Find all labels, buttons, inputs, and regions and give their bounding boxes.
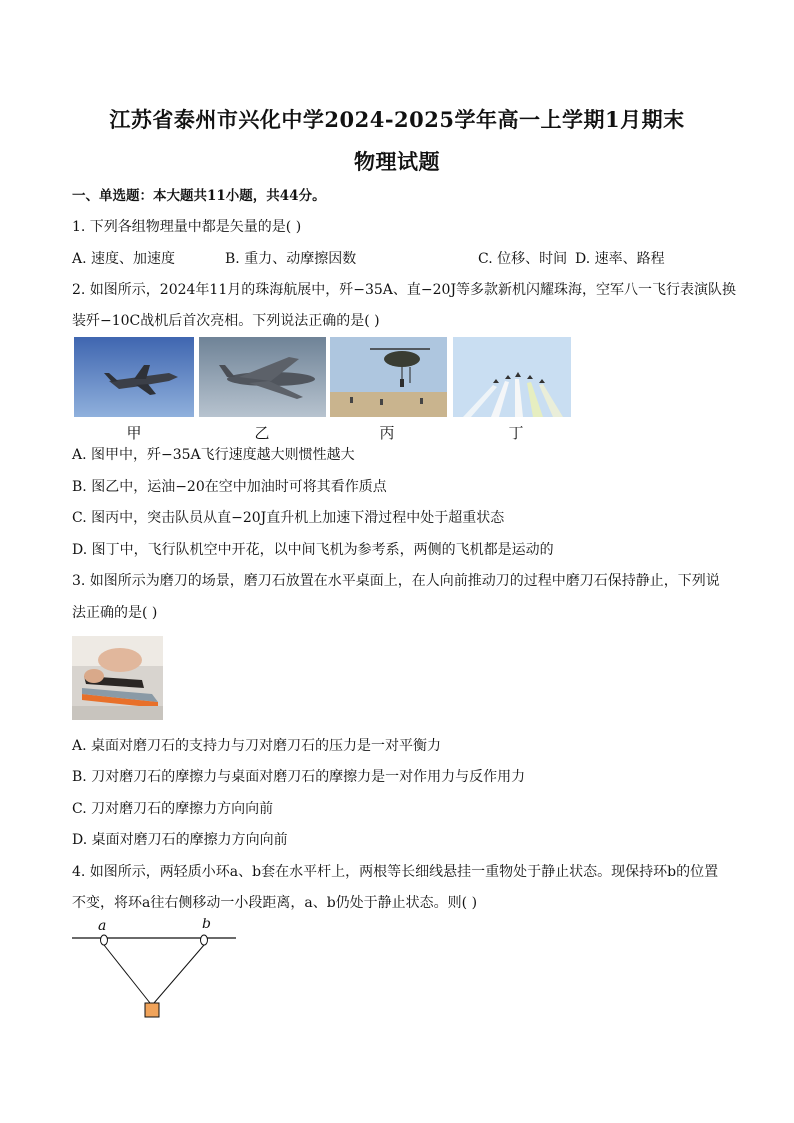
title-line-1: 江苏省泰州市兴化中学2024-2025学年高一上学期1月期末 (109, 107, 685, 132)
q2-stem-line-1: 2. 如图所示，2024年11月的珠海航展中，歼−35A、直−20J等多款新机闪耀珠海，空军八一飞行表演队换 (72, 282, 737, 298)
q3-option-a: A. 桌面对磨刀石的支持力与刀对磨刀石的压力是一对平衡力 (72, 738, 442, 754)
q2-option-b: B. 图乙中，运油−20在空中加油时可将其看作质点 (72, 479, 387, 495)
q1-option-a: A. 速度、加速度 (72, 251, 176, 267)
caption-ding: 丁 (508, 424, 524, 442)
photo-yi-transport-plane (199, 337, 326, 417)
q4-ring-diagram (70, 918, 240, 1022)
caption-jia: 甲 (126, 424, 142, 442)
weight-block (145, 1003, 159, 1017)
ring-a (101, 935, 108, 945)
caption-bing: 丙 (379, 424, 395, 442)
q1-option-b: B. 重力、动摩擦因数 (225, 251, 357, 267)
photo-bing-helicopter (330, 337, 447, 417)
q3-option-b: B. 刀对磨刀石的摩擦力与桌面对磨刀石的摩擦力是一对作用力与反作用力 (72, 769, 526, 785)
q4-stem-line-1: 4. 如图所示，两轻质小环a、b套在水平杆上，两根等长细线悬挂一重物处于静止状态。现保持环b的位置 (72, 864, 719, 880)
photo-jia-fighter-jet (74, 337, 194, 417)
section-heading: 一、单选题：本大题共11小题，共44分。 (72, 188, 326, 204)
q2-stem-line-2: 装歼−10C战机后首次亮相。下列说法正确的是( ) (72, 313, 380, 329)
photo-ding-formation (453, 337, 571, 417)
q1-option-c: C. 位移、时间 (478, 251, 568, 267)
q3-option-c: C. 刀对磨刀石的摩擦力方向向前 (72, 801, 274, 817)
thread-a (104, 945, 150, 1003)
q4-stem-line-2: 不变，将环a往右侧移动一小段距离，a、b仍处于静止状态。则( ) (72, 895, 478, 911)
q3-option-d: D. 桌面对磨刀石的摩擦力方向向前 (72, 832, 288, 848)
q1-option-d: D. 速率、路程 (575, 251, 665, 267)
label-ring-a: a (98, 918, 107, 934)
q3-stem-line-1: 3. 如图所示为磨刀的场景，磨刀石放置在水平桌面上，在人向前推动刀的过程中磨刀石保持静止，下列说 (72, 573, 720, 589)
q2-option-d: D. 图丁中，飞行队机空中开花，以中间飞机为参考系，两侧的飞机都是运动的 (72, 542, 554, 558)
photo-knife-sharpening (72, 636, 163, 720)
q2-option-a: A. 图甲中，歼−35A飞行速度越大则惯性越大 (72, 447, 355, 463)
caption-yi: 乙 (254, 424, 270, 442)
ring-b (201, 935, 208, 945)
q1-stem: 1. 下列各组物理量中都是矢量的是( ) (72, 219, 302, 235)
title-line-2: 物理试题 (354, 149, 440, 174)
q2-option-c: C. 图丙中，突击队员从直−20J直升机上加速下滑过程中处于超重状态 (72, 510, 505, 526)
label-ring-b: b (202, 918, 211, 932)
thread-b (154, 945, 204, 1003)
q3-stem-line-2: 法正确的是( ) (72, 605, 158, 621)
